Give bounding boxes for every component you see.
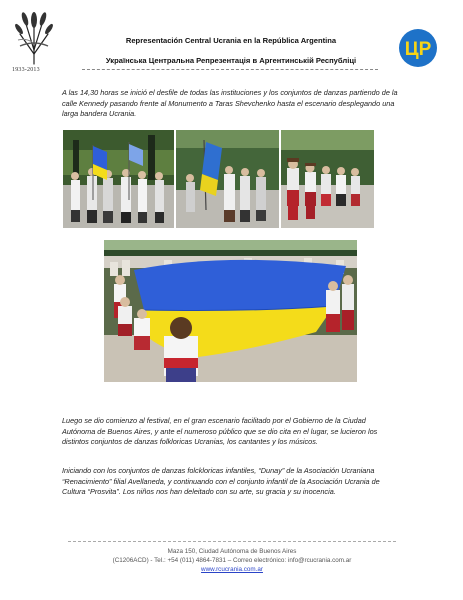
logo-letters: ЦР bbox=[404, 39, 432, 60]
logo-years: 1933-2013 bbox=[12, 67, 40, 73]
paragraph-parade: A las 14,30 horas se inició el desfile de todas las instituciones y los conjuntos de danzas partiendo de la calle Kennedy pasando frente al Monumento a Taras Shevchenko hasta el escenario desplegando una larga bandera Ucrania. bbox=[62, 88, 398, 119]
large-flag-photo bbox=[104, 240, 357, 382]
footer-contact: (C1206ACD) - Tel.: +54 (011) 4864-7831 – Correo electrónico: info@rcucrania.com.ar bbox=[112, 557, 352, 564]
parade-photo-2 bbox=[176, 130, 279, 228]
footer-website-link[interactable]: www.rcucrania.com.ar bbox=[201, 566, 263, 573]
parade-photo-3 bbox=[281, 130, 374, 228]
header-divider bbox=[82, 69, 378, 70]
paragraph-children-groups: Iniciando con los conjuntos de danzas folckloricas infantiles, “Dunay” de la Asociación Ucraniana “Renacimiento” filial Avellaneda, y continuando con el conjunto infantil de la Asociación Ucrania de Cultura “Prosvita”. Los niños nos han deleitado con su arte, su gracia y su inocencia. bbox=[62, 466, 380, 497]
title-ukrainian: Українська Центральна Репрезентація в Аргентинській Республіці bbox=[105, 56, 357, 65]
parade-photo-1 bbox=[63, 130, 174, 228]
footer-address: Maza 150, Ciudad Autónoma de Buenos Aires bbox=[167, 548, 297, 555]
wheat-emblem-logo bbox=[14, 10, 54, 72]
rcu-logo-icon bbox=[398, 28, 438, 68]
paragraph-festival: Luego se dio comienzo al festival, en el gran escenario facilitado por el Gobierno de la Ciudad Autónoma de Buenos Aires, y ante el numeroso público que se dio cita en el lugar, se lucieron los distintos conjuntos de danzas folkloricas Ucranias, los cantantes y los músicos. bbox=[62, 416, 378, 447]
footer-divider bbox=[68, 541, 396, 542]
rcu-circle-logo bbox=[398, 28, 438, 68]
title-spanish: Representación Central Ucrania en la República Argentina bbox=[125, 36, 337, 45]
wheat-icon bbox=[14, 10, 54, 66]
